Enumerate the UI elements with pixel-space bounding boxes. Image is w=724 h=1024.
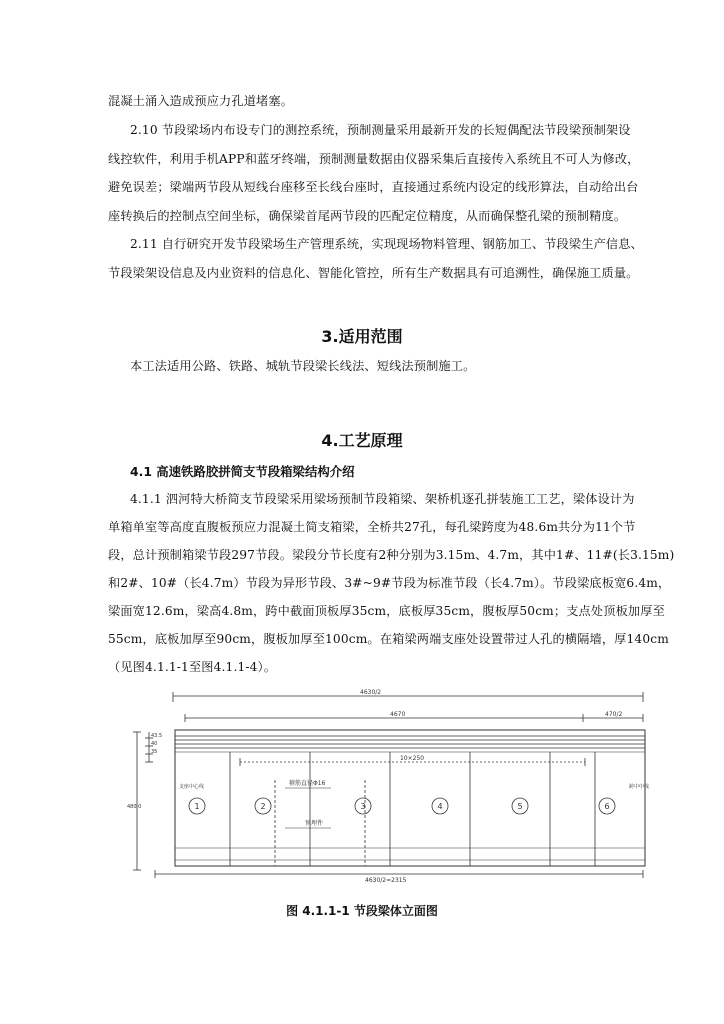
figure-caption: 图 4.1.1-1 节段梁体立面图: [286, 904, 438, 918]
right-note: 跨中中线: [629, 784, 650, 790]
section-4-line-3: 段，总计预制箱梁节段297节段。梁段分节长度有2种分别为3.15m、4.7m，其中1#、11#(长3.15m): [108, 548, 675, 562]
section-3-text: 本工法适用公路、铁路、城轨节段梁长线法、短线法预制施工。: [130, 359, 476, 373]
text-line-1: 混凝土涌入造成预应力孔道堵塞。: [108, 94, 294, 108]
text-line-4: 避免误差；梁端两节段从短线台座移至长线台座时，直接通过系统内设定的线形算法，自动给出台: [108, 180, 639, 194]
beam-outline: [175, 730, 645, 866]
text-line-6: 2.11 自行研究开发节段梁场生产管理系统，实现现场物料管理、钢筋加工、节段梁生产信息、: [130, 237, 643, 251]
section-4-line-2: 单箱单室等高度直腹板预应力混凝土简支箱梁，全桥共27孔，每孔梁跨度为48.6m共分为11个节: [108, 520, 636, 534]
section-4-1-heading: 4.1 高速铁路胶拼简支节段箱梁结构介绍: [130, 464, 355, 479]
top-dim-label-1: 4630/2: [360, 689, 382, 696]
section-4-line-7: （见图4.1.1-1至图4.1.1-4）。: [108, 660, 277, 674]
text-line-5: 座转换后的控制点空间坐标，确保梁首尾两节段的匹配定位精度，从而确保整孔梁的预制精度。: [108, 209, 627, 223]
text-line-2: 2.10 节段梁场内布设专门的测控系统，预制测量采用最新开发的长短偶配法节段梁预制架设: [130, 123, 631, 137]
text-line-3: 线控软件，利用手机APP和蓝牙终端，预制测量数据由仪器采集后直接传入系统且不可人为修改，: [108, 152, 640, 166]
left-dim-label-3: 35: [151, 749, 158, 755]
segment-label-5: 5: [517, 802, 523, 811]
top-dim-label-3: 470/2: [605, 711, 623, 718]
note-label-1: 箍筋直径Φ16: [289, 780, 326, 787]
section-4-line-1: 4.1.1 泗河特大桥简支节段梁采用梁场预制节段箱梁、架桥机逐孔拼装施工工艺，梁体设计为: [130, 492, 635, 506]
segment-label-6: 6: [604, 802, 610, 811]
segment-label-1: 1: [194, 802, 200, 811]
left-dim-label-4: 480.0: [127, 804, 142, 810]
segment-label-4: 4: [437, 802, 443, 811]
section-4-line-6: 55cm，底板加厚至90cm，腹板加厚至100cm。在箱梁两端支座处设置带过人孔的横隔墙，厚140cm: [108, 632, 669, 646]
section-4-line-5: 梁面宽12.6m，梁高4.8m，跨中截面顶板厚35cm，底板厚35cm，腹板厚50cm；支点处顶板加厚至: [108, 604, 665, 618]
left-dim-label-1: 43.5: [151, 733, 163, 739]
segment-label-3: 3: [360, 802, 366, 811]
section-3-heading: 3.适用范围: [321, 327, 403, 346]
beam-elevation-drawing: [125, 688, 655, 884]
bottom-dim-label: 4630/2=2315: [365, 877, 407, 884]
top-dim-label-2: 4670: [390, 711, 406, 718]
segment-label-2: 2: [260, 802, 266, 811]
section-4-line-4: 和2#、10#（长4.7m）节段为异形节段、3#~9#节段为标准节段（长4.7m）。节段梁底板宽6.4m，: [108, 576, 671, 590]
mid-dim-label: 10×250: [400, 755, 425, 762]
left-note: 支座中心线: [179, 784, 205, 790]
left-dim-label-2: 40: [151, 741, 158, 747]
note-label-2: 预埋件: [305, 820, 324, 827]
section-4-heading: 4.工艺原理: [321, 431, 403, 450]
text-line-7: 节段梁架设信息及内业资料的信息化、智能化管控，所有生产数据具有可追溯性，确保施工质量。: [108, 266, 639, 280]
